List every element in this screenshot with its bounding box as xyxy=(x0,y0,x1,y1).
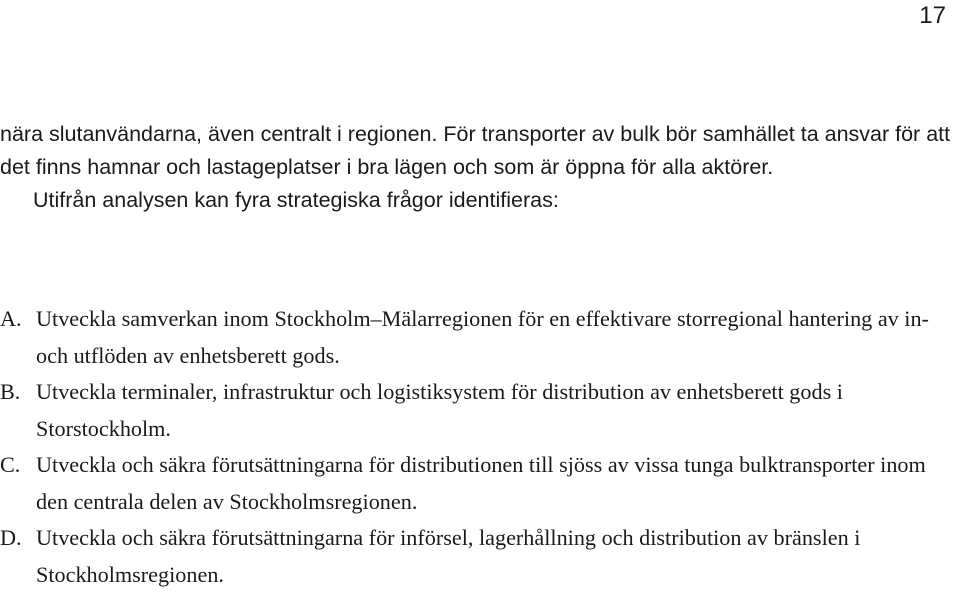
question-letter: A. xyxy=(0,306,22,331)
question-letter: D. xyxy=(0,525,22,550)
analysis-paragraph: Utifrån analysen kan fyra strategiska frågor identifieras: xyxy=(33,188,559,212)
question-text: Utveckla samverkan inom Stockholm–Mälarregionen för en effektivare storregional hantering av in- och utflöden av enhetsberett gods. xyxy=(36,306,929,368)
page-number: 17 xyxy=(919,2,946,29)
question-b xyxy=(0,374,958,447)
intro-paragraph: nära slutanvändarna, även centralt i regionen. För transporter av bulk bör samhället ta ansvar för att det finns hamnar och lastageplatser i bra lägen och som är öppna för alla aktörer. xyxy=(0,122,951,179)
question-text: Utveckla och säkra förutsättningarna för distributionen till sjöss av vissa tunga bulktransporter inom den centrala delen av Stockholmsregionen. xyxy=(36,452,926,514)
strategic-questions-list xyxy=(0,301,958,593)
question-c xyxy=(0,447,958,520)
question-a xyxy=(0,301,958,374)
question-text: Utveckla terminaler, infrastruktur och logistiksystem för distribution av enhetsberett gods i Storstockholm. xyxy=(36,379,843,441)
body-text xyxy=(0,118,952,217)
question-letter: C. xyxy=(0,452,21,477)
question-text: Utveckla och säkra förutsättningarna för införsel, lagerhållning och distribution av bränslen i Stockholmsregionen. xyxy=(36,525,861,587)
question-d xyxy=(0,520,958,593)
question-letter: B. xyxy=(0,379,21,404)
